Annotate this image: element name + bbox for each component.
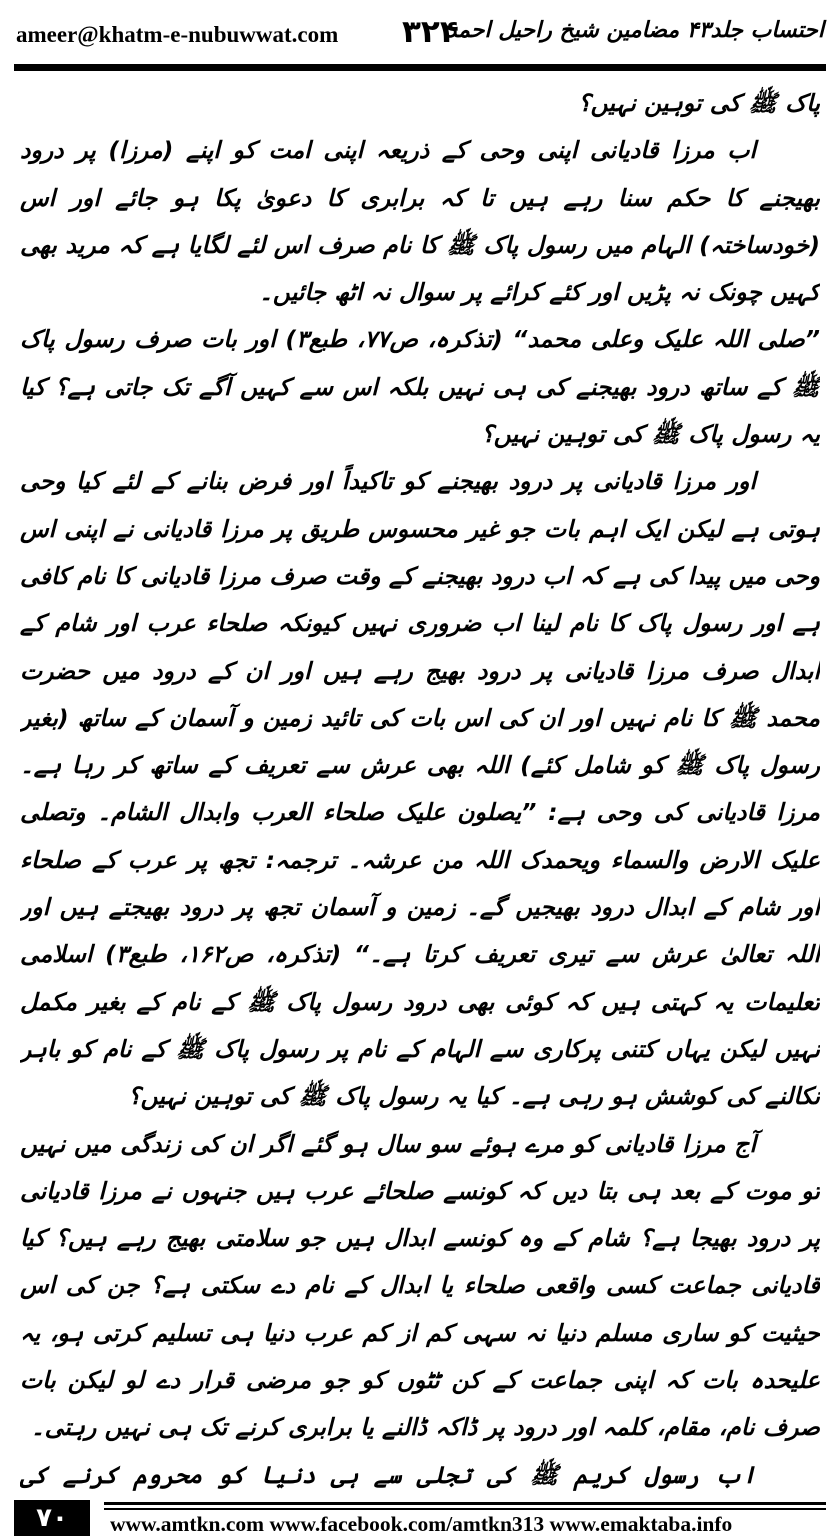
footer-rule-thin (104, 1508, 826, 1510)
paragraph: اب مرزا قادیانی اپنی وحی کے ذریعہ اپنی امت کو اپنے (مرزا) پر درود بھیجنے کا حکم سنا رہے ہیں تا کہ برابری کا دعویٰ پکا ہو جائے اور اس (خودساختہ) الہام میں رسول پاک ﷺ کا نام صرف اس لئے لگایا ہے کہ مرید بھی کہیں چونک نہ پڑیں اور کئے کرائے پر سوال نہ اٹھ جائیں۔ (20, 136, 820, 307)
article-body (20, 80, 820, 1495)
footer-rule (104, 1502, 826, 1505)
paragraph: پاک ﷺ کی توہین نہیں؟ (578, 89, 820, 117)
header-email[interactable]: ameer@khatm-e-nubuwwat.com (16, 22, 339, 47)
paragraph: اب رسول کریم ﷺ کی تجلی سے ہی دنیا کو محروم کرنے کی (20, 1460, 756, 1489)
page-footer (14, 1498, 826, 1538)
folio-number: ۷۰ (14, 1500, 90, 1536)
footer-websites[interactable]: www.amtkn.com www.facebook.com/amtkn313 www.emaktaba.info (110, 1512, 733, 1536)
header-rule (14, 64, 826, 71)
page-header (16, 8, 824, 60)
page-number: ۳۲۴ (402, 14, 459, 50)
paragraph: اور مرزا قادیانی پر درود بھیجنے کو تاکیداً اور فرض بنانے کے لئے کیا وحی ہوتی ہے لیکن ایک اہم بات جو غیر محسوس طریق پر مرزا قادیانی نے اپنی اس وحی میں پیدا کی ہے کہ اب درود بھیجنے کے وقت صرف مرزا قادیانی کا نام کافی ہے اور رسول پاک کا نام لینا اب ضروری نہیں کیونکہ صلحاء عرب اور شام کے ابدال صرف مرزا قادیانی پر درود بھیج رہے ہیں اور ان کے درود میں حضرت محمد ﷺ کا نام نہیں اور ان کی اس بات کی تائید زمین و آسمان کے ساتھ (بغیر رسول پاک ﷺ کو شامل کئے) اللہ بھی عرش سے تعریف کے ساتھ کر رہا ہے۔ مرزا قادیانی کی وحی ہے: ”یصلون علیک صلحاء العرب وابدال الشام۔ وتصلی علیک الارض والسماء ویحمدک اللہ من عرشہ۔ ترجمہ: تجھ پر عرب کے صلحاء اور شام کے ابدال درود بھیجیں گے۔ زمین و آسمان تجھ پر درود بھیجتے ہیں اور اللہ تعالیٰ عرش سے تیری تعریف کرتا ہے۔“ (تذکرہ، ص۱۶۲، طبع۳) اسلامی تعلیمات یہ کہتی ہیں کہ کوئی بھی درود رسول پاک ﷺ کے نام کے بغیر مکمل نہیں لیکن یہاں کتنی پرکاری سے الہام کے نام پر رسول پاک ﷺ کے نام کو باہر نکالنے کی کوشش ہو رہی ہے۔ کیا یہ رسول پاک ﷺ کی توہین نہیں؟ (20, 467, 820, 1111)
book-title: احتساب جلد۴۳ مضامین شیخ راحیل احمد (446, 18, 824, 43)
paragraph: ”صلی اللہ علیک وعلی محمد“ (تذکرہ، ص۷۷، طبع۳) اور بات صرف رسول پاک ﷺ کے ساتھ درود بھیجنے کی ہی نہیں بلکہ اس سے کہیں آگے تک جاتی ہے؟ کیا یہ رسول پاک ﷺ کی توہین نہیں؟ (20, 325, 820, 449)
paragraph: آج مرزا قادیانی کو مرے ہوئے سو سال ہو گئے اگر ان کی زندگی میں نہیں تو موت کے بعد ہی بتا دیں کہ کونسے صلحائے عرب ہیں جنہوں نے مرزا قادیانی پر درود بھیجا ہے؟ شام کے وہ کونسے ابدال ہیں جو سلامتی بھیج رہے ہیں؟ کیا قادیانی جماعت کسی واقعی صلحاء یا ابدال کے نام دے سکتی ہے؟ جن کی اس حیثیت کو ساری مسلم دنیا نہ سہی کم از کم عرب دنیا ہی تسلیم کرتی ہو، یہ علیحدہ بات کہ اپنی جماعت کے کن ٹٹوں کو جو مرضی قرار دے لو لیکن بات صرف نام، مقام، کلمہ اور درود پر ڈاکہ ڈالنے یا برابری کرنے تک ہی نہیں رہتی۔ (20, 1129, 820, 1442)
